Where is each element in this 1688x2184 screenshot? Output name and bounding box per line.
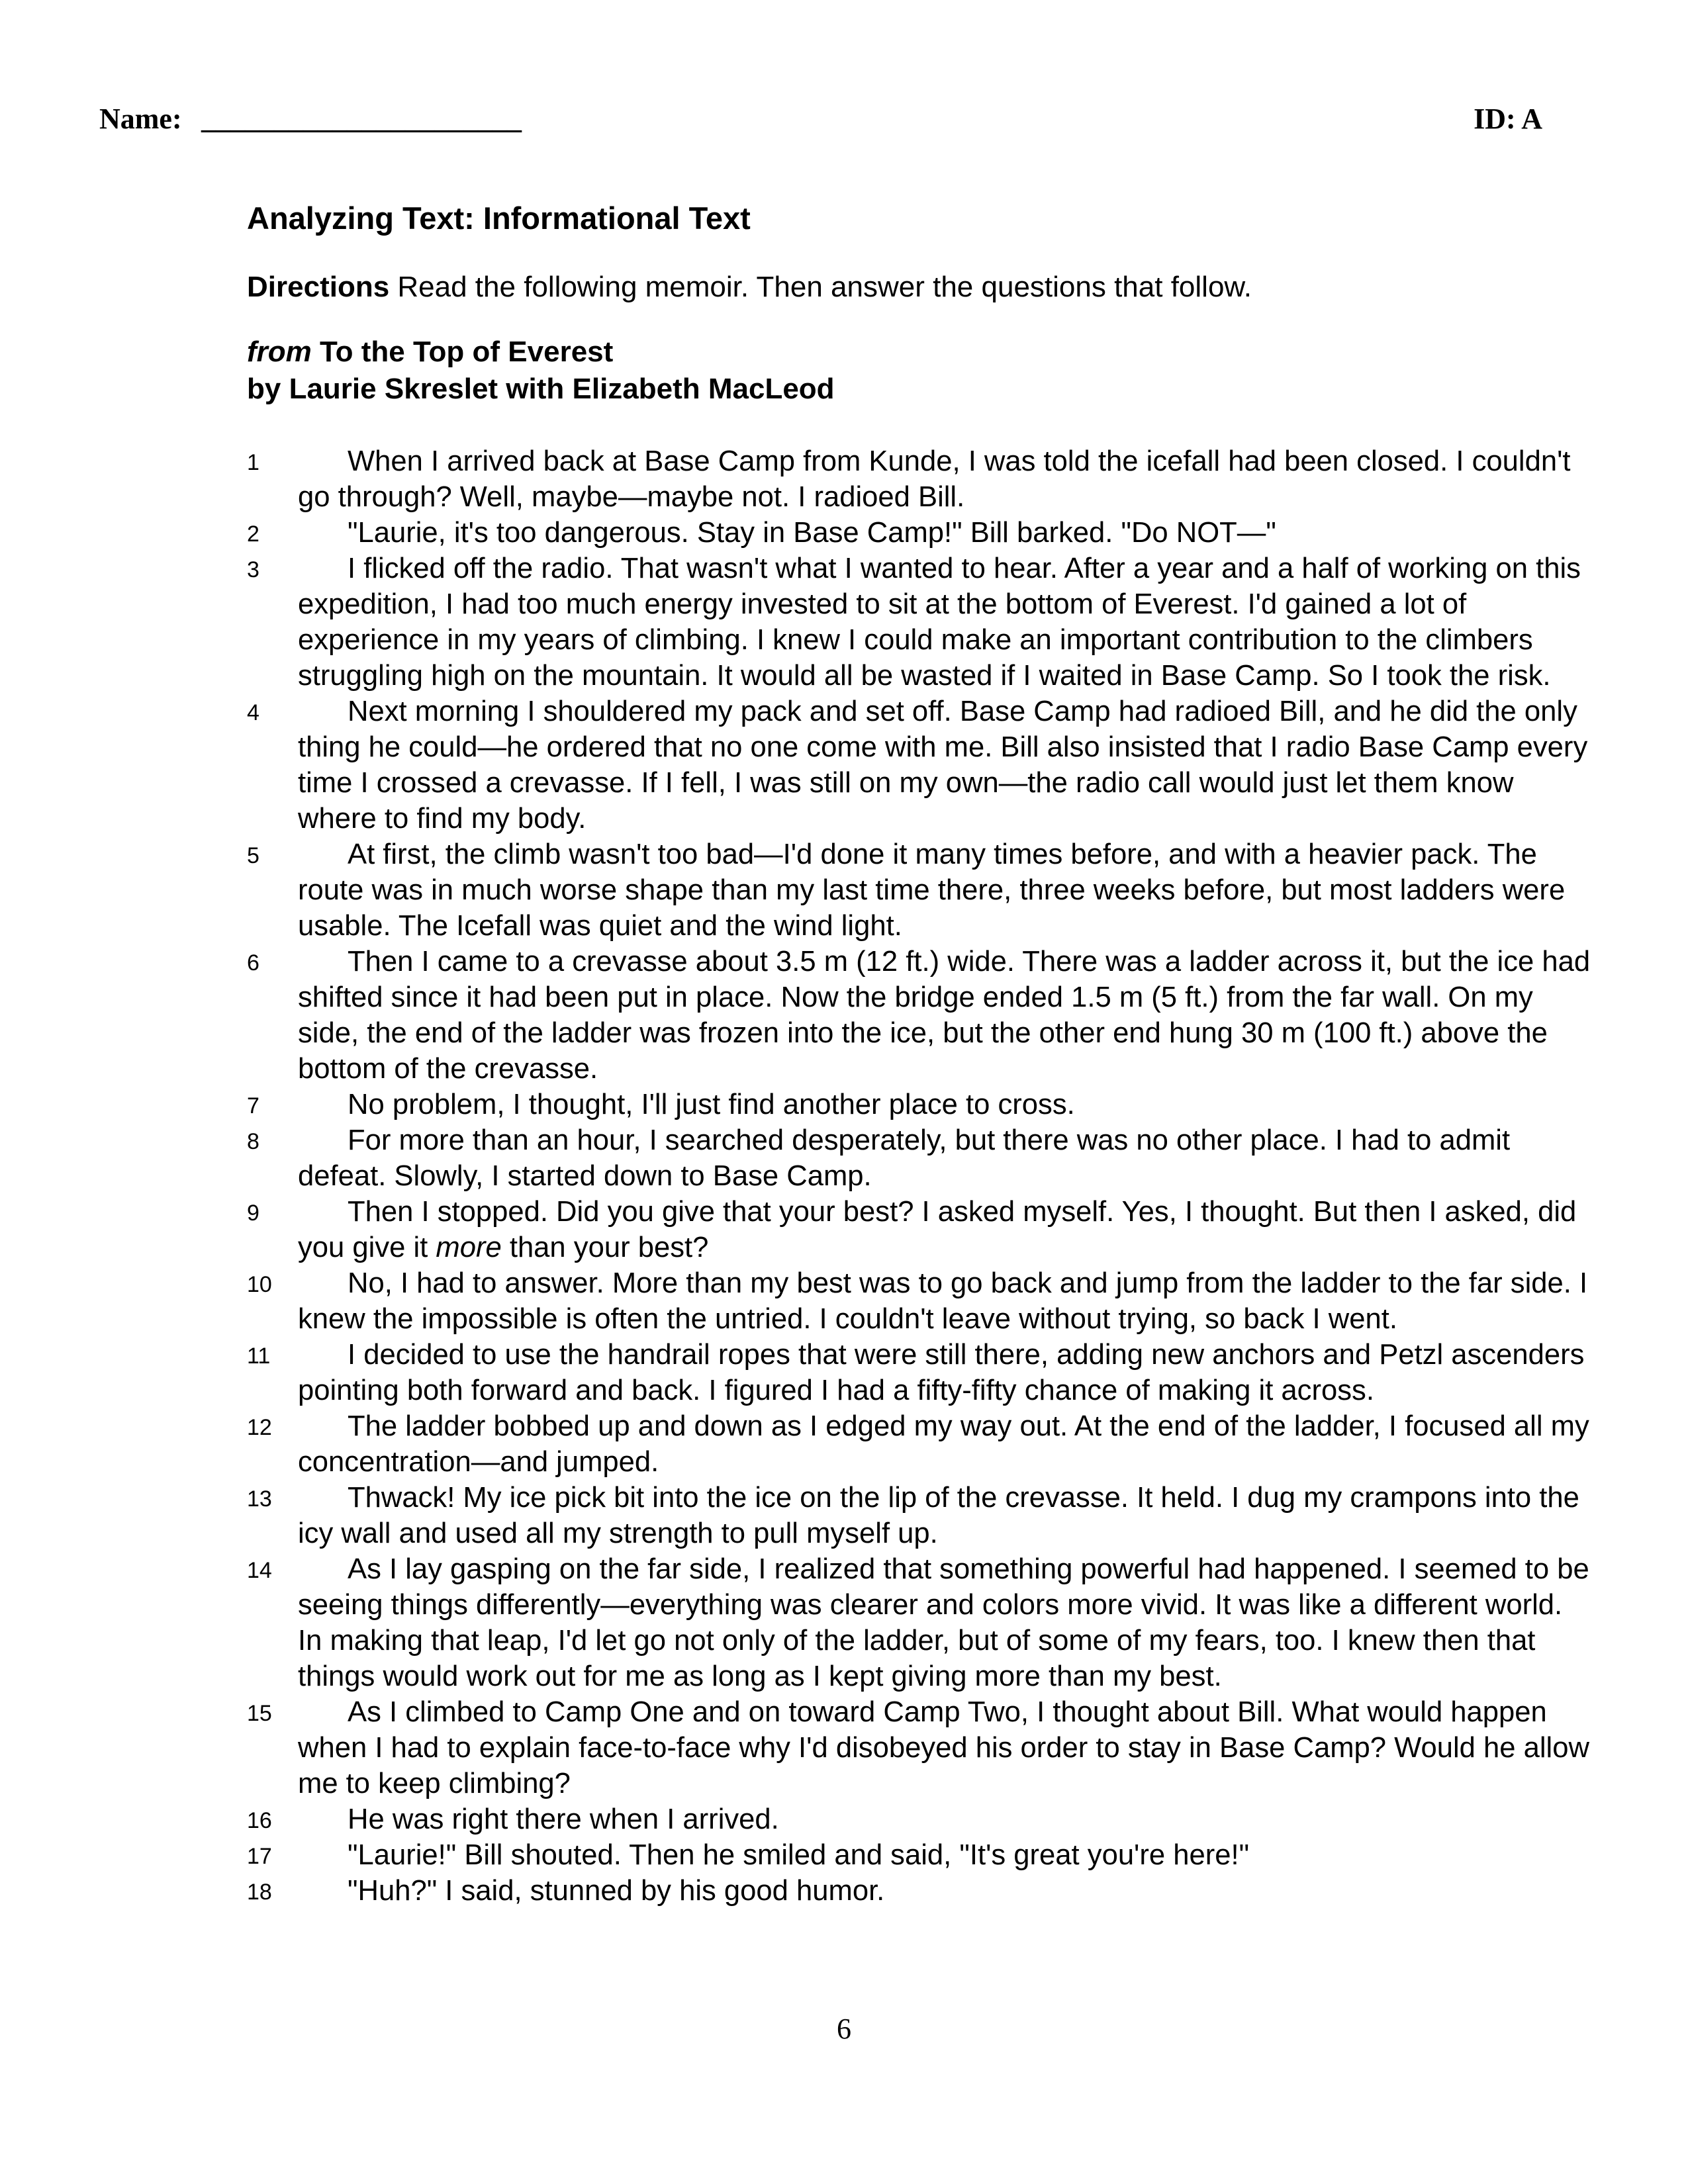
paragraph-number: 8 bbox=[247, 1129, 259, 1154]
paragraph-number: 16 bbox=[247, 1808, 272, 1833]
paragraph-text: For more than an hour, I searched desperately, but there was no other place. I had to admit defeat. Slowly, I started down to Base Camp. bbox=[298, 1124, 1511, 1192]
paragraph bbox=[247, 1194, 1591, 1265]
paragraph-text: As I climbed to Camp One and on toward Camp Two, I thought about Bill. What would happen when I had to explain face-to-face why I'd disobeyed his order to stay in Base Camp? Would he allow me to keep climbing? bbox=[298, 1696, 1589, 1799]
paragraph bbox=[247, 1087, 1591, 1122]
paragraph bbox=[247, 1837, 1591, 1873]
name-blank-line: ______________________ bbox=[201, 103, 522, 135]
paragraph-number: 15 bbox=[247, 1701, 272, 1726]
paragraph-text-emphasis: more bbox=[436, 1232, 502, 1263]
paragraph-text: "Laurie!" Bill shouted. Then he smiled and said, "It's great you're here!" bbox=[348, 1839, 1250, 1871]
worksheet-content bbox=[247, 196, 1591, 1909]
name-label: Name: bbox=[99, 103, 182, 135]
paragraph-text: The ladder bobbed up and down as I edged my way out. At the end of the ladder, I focused all my concentration—and jumped. bbox=[298, 1410, 1589, 1478]
paragraph-number: 2 bbox=[247, 522, 259, 547]
page-header bbox=[99, 102, 1542, 142]
paragraph-number: 6 bbox=[247, 950, 259, 976]
paragraph-number: 11 bbox=[247, 1343, 271, 1369]
paragraph-text: Then I came to a crevasse about 3.5 m (12 ft.) wide. There was a ladder across it, but the ice had shifted since it had been put in place. Now the bridge ended 1.5 m (5 ft.) from the far wall. On my side, the end of the ladder was frozen into the ice, but the other end hung 30 m (100 ft.) above the bottom of the crevasse. bbox=[298, 946, 1591, 1085]
paragraph bbox=[247, 443, 1591, 515]
paragraph-number: 5 bbox=[247, 843, 259, 868]
paragraph-number: 4 bbox=[247, 700, 259, 725]
paragraph-number: 9 bbox=[247, 1201, 259, 1226]
page-number: 6 bbox=[837, 2013, 851, 2045]
paragraph-text: I decided to use the handrail ropes that were still there, adding new anchors and Petzl ascenders pointing both forward and back. I figured I had a fifty-fifty chance of making it across. bbox=[298, 1339, 1585, 1406]
selection-prefix: from bbox=[247, 336, 312, 368]
selection-title-line bbox=[247, 334, 1591, 371]
paragraph-number: 1 bbox=[247, 450, 259, 475]
page-title: Analyzing Text: Informational Text bbox=[247, 201, 751, 236]
paragraph-number: 18 bbox=[247, 1880, 272, 1905]
directions-label: Directions bbox=[247, 271, 390, 303]
paragraph-text: As I lay gasping on the far side, I realized that something powerful had happened. I seemed to be seeing things differently—everything was clearer and colors more vivid. It was like a different world. In making that leap, I'd let go not only of the ladder, but of some of my fears, too. I knew then that things would work out for me as long as I kept giving more than my best. bbox=[298, 1553, 1589, 1692]
paragraph bbox=[247, 837, 1591, 944]
memoir-paragraphs bbox=[247, 443, 1591, 1909]
directions bbox=[247, 267, 1591, 307]
paragraph bbox=[247, 1873, 1591, 1909]
paragraph-text: He was right there when I arrived. bbox=[348, 1803, 779, 1835]
paragraph bbox=[247, 944, 1591, 1087]
paragraph bbox=[247, 1694, 1591, 1801]
paragraph-text: "Laurie, it's too dangerous. Stay in Base Camp!" Bill barked. "Do NOT—" bbox=[348, 517, 1276, 549]
paragraph-number: 17 bbox=[247, 1844, 272, 1869]
paragraph-text: Next morning I shouldered my pack and set off. Base Camp had radioed Bill, and he did the only thing he could—he ordered that no one come with me. Bill also insisted that I radio Base Camp every time I crossed a crevasse. If I fell, I was still on my own—the radio call would just let them know where to find my body. bbox=[298, 696, 1588, 835]
paragraph bbox=[247, 694, 1591, 837]
paragraph bbox=[247, 1551, 1591, 1694]
paragraph-text: At first, the climb wasn't too bad—I'd done it many times before, and with a heavier pack. The route was in much worse shape than my last time there, three weeks before, but most ladders were usable. The Icefall was quiet and the wind light. bbox=[298, 839, 1566, 942]
paragraph bbox=[247, 1122, 1591, 1194]
paragraph-text: Thwack! My ice pick bit into the ice on the lip of the crevasse. It held. I dug my crampons into the icy wall and used all my strength to pull myself up. bbox=[298, 1482, 1579, 1549]
selection-heading bbox=[247, 334, 1591, 408]
selection-byline: by Laurie Skreslet with Elizabeth MacLeod bbox=[247, 373, 835, 405]
paragraph-text: I flicked off the radio. That wasn't what I wanted to hear. After a year and a half of working on this expedition, I had too much energy invested to sit at the bottom of Everest. I'd gained a lot of experience in my years of climbing. I knew I could make an important contribution to the climbers struggling high on the mountain. It would all be wasted if I waited in Base Camp. So I took the risk. bbox=[298, 553, 1581, 692]
paragraph bbox=[247, 1337, 1591, 1408]
paragraph-number: 14 bbox=[247, 1558, 272, 1583]
paragraph-text-part: Then I stopped. Did you give that your best? I asked myself. Yes, I thought. But then I asked, did you give it bbox=[298, 1196, 1577, 1263]
paragraph bbox=[247, 515, 1591, 551]
paragraph-text: No problem, I thought, I'll just find another place to cross. bbox=[348, 1089, 1075, 1120]
paragraph-text: When I arrived back at Base Camp from Kunde, I was told the icefall had been closed. I couldn't go through? Well, maybe—maybe not. I radioed Bill. bbox=[298, 445, 1571, 513]
paragraph bbox=[247, 1801, 1591, 1837]
paragraph-number: 12 bbox=[247, 1415, 272, 1440]
paragraph-number: 3 bbox=[247, 557, 259, 582]
paragraph-text: No, I had to answer. More than my best was to go back and jump from the ladder to the far side. I knew the impossible is often the untried. I couldn't leave without trying, so back I went. bbox=[298, 1267, 1588, 1335]
paragraph-text: "Huh?" I said, stunned by his good humor. bbox=[348, 1875, 885, 1907]
selection-title: To the Top of Everest bbox=[311, 336, 614, 368]
paragraph-number: 13 bbox=[247, 1486, 272, 1512]
paragraph bbox=[247, 1480, 1591, 1551]
directions-text: Read the following memoir. Then answer the questions that follow. bbox=[389, 271, 1252, 303]
paragraph-text-part: than your best? bbox=[501, 1232, 709, 1263]
paragraph bbox=[247, 1408, 1591, 1480]
paragraph-text bbox=[298, 1194, 1591, 1265]
paragraph-number: 7 bbox=[247, 1093, 259, 1118]
paragraph bbox=[247, 1265, 1591, 1337]
id-label: ID: A bbox=[1474, 103, 1542, 135]
paragraph-number: 10 bbox=[247, 1272, 272, 1297]
paragraph bbox=[247, 551, 1591, 694]
